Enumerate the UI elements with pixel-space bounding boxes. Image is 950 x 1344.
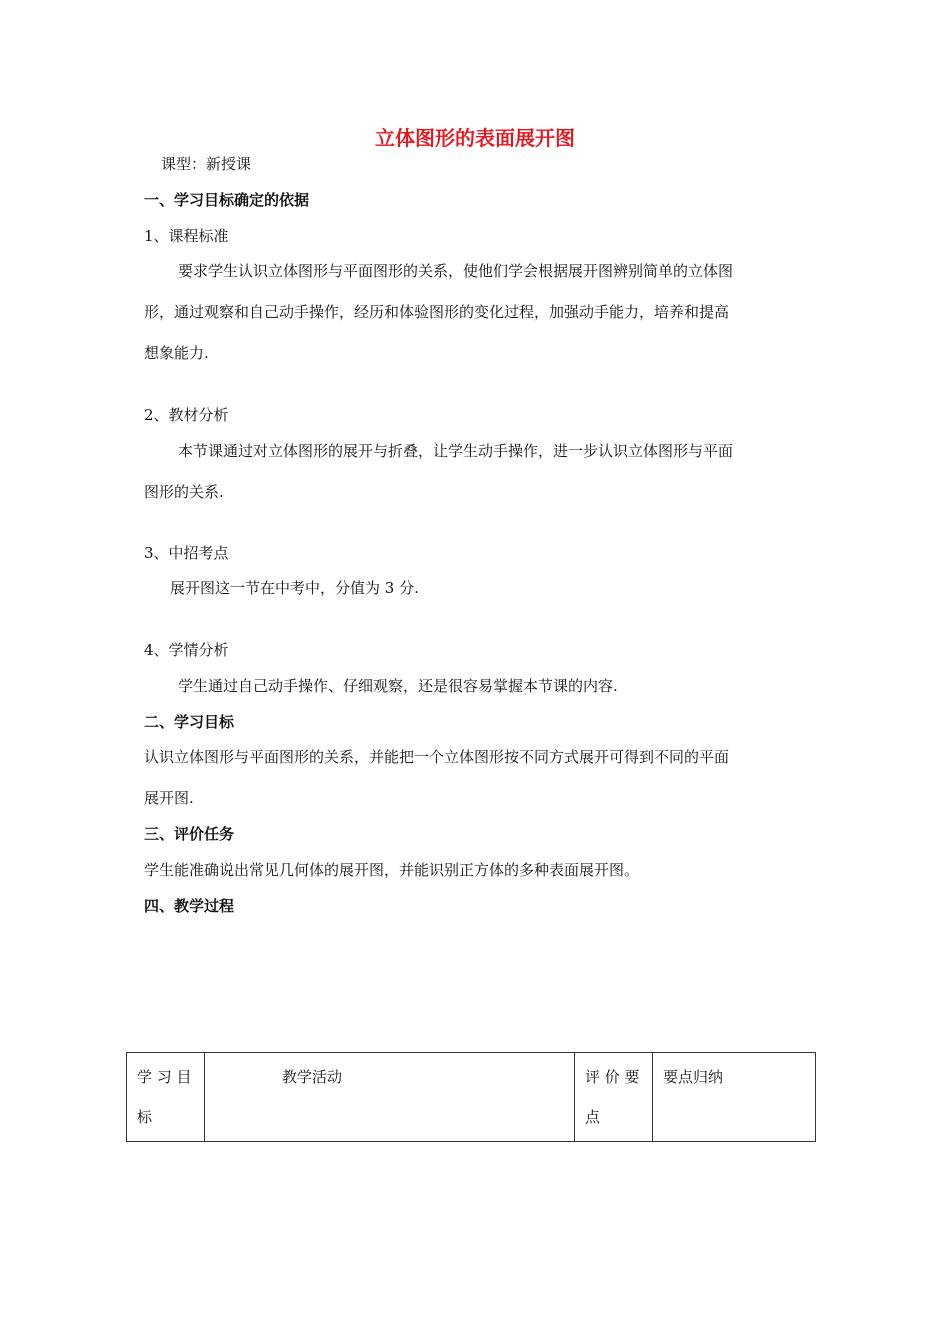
document-title: 立体图形的表面展开图: [375, 126, 575, 150]
section1-heading: 一、学习目标确定的依据: [144, 191, 310, 209]
evaluation-line-1: 评 价 要: [585, 1068, 640, 1086]
table-cell-evaluation-points: [575, 1053, 653, 1142]
teaching-activity-header: 教学活动: [282, 1068, 343, 1086]
sub1-line-3: 想象能力.: [144, 344, 209, 362]
evaluation-line-2: 点: [585, 1108, 601, 1126]
table-row: [127, 1053, 816, 1142]
section3-line: 学生能准确说出常见几何体的展开图，并能识别正方体的多种表面展开图。: [144, 861, 640, 879]
section2-line-1: 认识立体图形与平面图形的关系，并能把一个立体图形按不同方式展开可得到不同的平面: [144, 748, 730, 766]
key-summary-header: 要点归纳: [663, 1068, 724, 1086]
sub1-line-1: 要求学生认识立体图形与平面图形的关系，使他们学会根据展开图辨别简单的立体图: [178, 262, 734, 280]
table-cell-learning-goal: [127, 1053, 205, 1142]
learning-goal-line-2: 标: [137, 1108, 153, 1126]
section2-heading: 二、学习目标: [144, 713, 235, 731]
learning-goal-line-1: 学 习 目: [137, 1068, 192, 1086]
sub1-line-2: 形，通过观察和自己动手操作，经历和体验图形的变化过程，加强动手能力，培养和提高: [144, 303, 730, 321]
table-cell-teaching-activity: [205, 1053, 575, 1142]
section2-line-2: 展开图.: [144, 789, 194, 807]
sub3-label: 3、中招考点: [144, 544, 229, 562]
sub4-label: 4、学情分析: [144, 641, 229, 659]
table-cell-key-summary: [653, 1053, 816, 1142]
section4-heading: 四、教学过程: [144, 897, 235, 915]
teaching-table: [126, 1052, 816, 1142]
sub4-line: 学生通过自己动手操作、仔细观察，还是很容易掌握本节课的内容.: [178, 677, 618, 695]
sub3-line: 展开图这一节在中考中，分值为 3 分.: [170, 579, 419, 597]
course-type: 课型：新授课: [161, 155, 252, 173]
sub1-label: 1、课程标准: [144, 227, 229, 245]
sub2-line-1: 本节课通过对立体图形的展开与折叠，让学生动手操作，进一步认识立体图形与平面: [178, 442, 734, 460]
sub2-label: 2、教材分析: [144, 406, 229, 424]
section3-heading: 三、评价任务: [144, 825, 235, 843]
sub2-line-2: 图形的关系.: [144, 483, 224, 501]
